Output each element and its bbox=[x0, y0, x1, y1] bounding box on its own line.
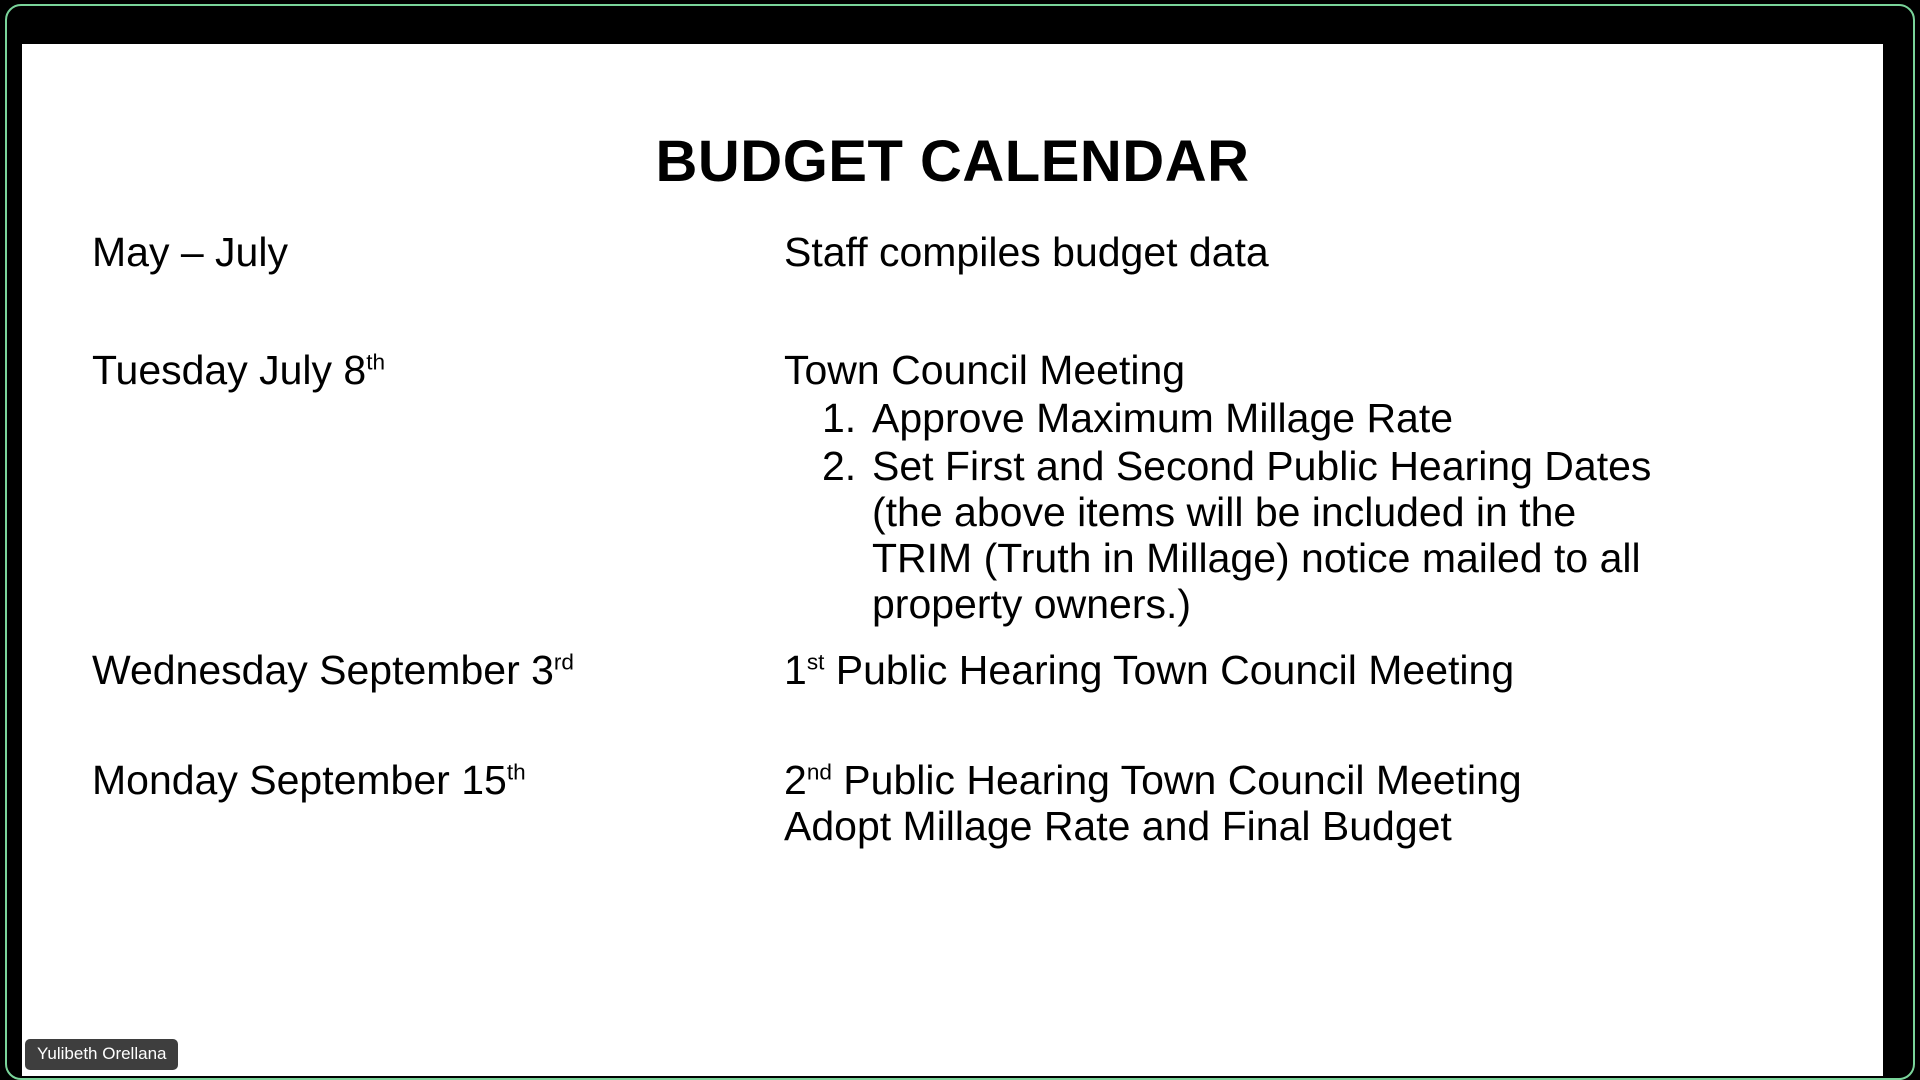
row-body-line: Staff compiles budget data bbox=[784, 229, 1269, 275]
row-body-line bbox=[784, 648, 1844, 694]
row-date-ordinal-suffix: th bbox=[366, 349, 386, 375]
numbered-list bbox=[784, 396, 1844, 628]
hearing-ordinal-number: 1 bbox=[784, 647, 807, 693]
row-date-ordinal-suffix: th bbox=[506, 759, 526, 785]
row-date-text: Wednesday September 3 bbox=[92, 647, 554, 693]
list-item-text: Approve Maximum Millage Rate bbox=[872, 394, 1454, 441]
list-item-number: 1. bbox=[822, 394, 857, 441]
row-date bbox=[92, 648, 574, 694]
row-date bbox=[92, 348, 385, 394]
hearing-ordinal-number: 2 bbox=[784, 757, 807, 803]
row-body-line: Town Council Meeting bbox=[784, 347, 1186, 393]
hearing-ordinal-suffix: nd bbox=[806, 759, 832, 785]
calendar-row bbox=[22, 348, 1883, 648]
row-date bbox=[92, 230, 288, 276]
active-speaker-frame bbox=[5, 4, 1915, 1080]
row-body bbox=[784, 230, 1844, 276]
row-body bbox=[784, 758, 1844, 850]
row-body-line bbox=[784, 758, 1844, 804]
shared-screen-slide bbox=[22, 44, 1883, 1076]
row-body bbox=[784, 348, 1844, 627]
calendar-row bbox=[22, 758, 1883, 878]
row-date bbox=[92, 758, 526, 804]
row-date-text: Monday September 15 bbox=[92, 757, 507, 803]
row-date-text: May – July bbox=[92, 229, 288, 275]
list-item-number: 2. bbox=[822, 442, 857, 489]
calendar-row bbox=[22, 230, 1883, 348]
calendar-row bbox=[22, 648, 1883, 758]
page-title: BUDGET CALENDAR bbox=[655, 129, 1250, 194]
participant-name-badge: Yulibeth Orellana bbox=[25, 1039, 178, 1070]
list-item bbox=[784, 444, 1844, 628]
row-date-ordinal-suffix: rd bbox=[553, 649, 574, 675]
list-item-text: Set First and Second Public Hearing Dates bbox=[872, 442, 1652, 489]
row-body-line: Adopt Millage Rate and Final Budget bbox=[784, 802, 1452, 849]
hearing-text: Public Hearing Town Council Meeting bbox=[824, 647, 1515, 693]
list-item bbox=[784, 396, 1844, 442]
row-date-text: Tuesday July 8 bbox=[92, 347, 367, 393]
calendar-rows bbox=[22, 230, 1883, 878]
hearing-text: Public Hearing Town Council Meeting bbox=[831, 757, 1522, 803]
list-item-note: (the above items will be included in the TRIM (Truth in Millage) notice mailed to all property owners.) bbox=[872, 488, 1641, 627]
row-body bbox=[784, 648, 1844, 694]
hearing-ordinal-suffix: st bbox=[806, 649, 825, 675]
